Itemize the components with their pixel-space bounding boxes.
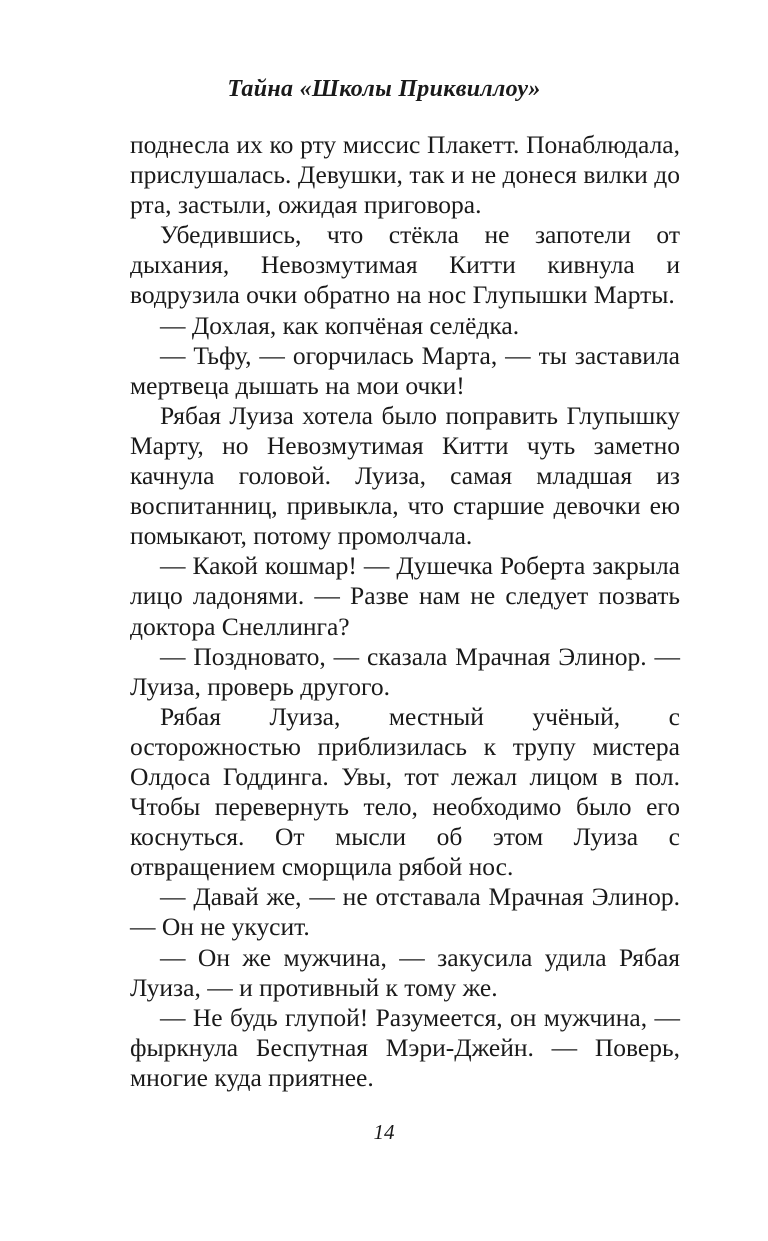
paragraph: — Поздновато, — сказала Мрачная Элинор. — Луиза, проверь другого.	[130, 641, 680, 701]
paragraph: — Какой кошмар! — Душечка Роберта закрыла лицо ладонями. — Разве нам не следует позвать доктора Снеллинга?	[130, 551, 680, 641]
body-text	[130, 130, 680, 1093]
page-number: 14	[373, 1120, 395, 1144]
paragraph: Рябая Луиза, местный учёный, с осторожностью приблизилась к трупу мистера Олдоса Годдинга. Увы, тот лежал лицом в пол. Чтобы перевернуть тело, необходимо было его коснуться. От мысли об этом Луиза с отвращением сморщила рябой нос.	[130, 701, 680, 882]
paragraph: Рябая Луиза хотела было поправить Глупышку Марту, но Невозмутимая Китти чуть заметно качнула головой. Луиза, самая младшая из воспитанниц, привыкла, что старшие девочки ею помыкают, потому промолчала.	[130, 400, 680, 551]
paragraph: поднесла их ко рту миссис Плакетт. Понаблюдала, прислушалась. Девушки, так и не донеся вилки до рта, застыли, ожидая приговора.	[130, 130, 680, 220]
running-header: Тайна «Школы Приквиллоу»	[227, 76, 541, 102]
paragraph: — Давай же, — не отставала Мрачная Элинор. — Он не укусит.	[130, 882, 680, 942]
paragraph: — Тьфу, — огорчилась Марта, — ты заставила мертвеца дышать на мои очки!	[130, 340, 680, 400]
paragraph: — Он же мужчина, — закусила удила Рябая Луиза, — и противный к тому же.	[130, 942, 680, 1002]
paragraph: Убедившись, что стёкла не запотели от дыхания, Невозмутимая Китти кивнула и водрузила очки обратно на нос Глупышки Марты.	[130, 220, 680, 310]
paragraph: — Дохлая, как копчёная селёдка.	[160, 310, 520, 340]
paragraph: — Не будь глупой! Разумеется, он мужчина, — фыркнула Беспутная Мэри-Джейн. — Поверь, многие куда приятнее.	[130, 1002, 680, 1092]
